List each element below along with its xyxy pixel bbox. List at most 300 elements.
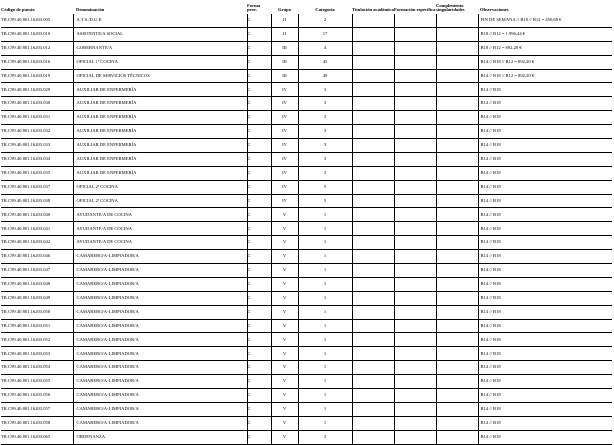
cell-categoria: 3 — [298, 139, 352, 153]
cell-formacion — [394, 166, 436, 180]
cell-forma-prov: C — [247, 361, 271, 375]
cell-titulacion — [352, 180, 394, 194]
cell-formacion — [394, 125, 436, 139]
cell-formacion — [394, 111, 436, 125]
cell-codigo: TR.C99.40.801.16203.055 — [1, 375, 73, 389]
cell-observaciones: B14 // B18 // B12 = 892,20 € — [478, 55, 612, 69]
cell-grupo: V — [271, 347, 298, 361]
cell-forma-prov: C — [247, 375, 271, 389]
cell-categoria: 2 — [298, 14, 352, 27]
cell-denominacion: OFICIAL 1ª COCINA — [73, 55, 247, 69]
cell-forma-prov: C — [247, 416, 271, 430]
cell-observaciones: B14 // B18 — [478, 236, 612, 250]
cell-forma-prov: C — [247, 222, 271, 236]
cell-formacion — [394, 319, 436, 333]
cell-denominacion: CAMARERO/A-LIMPIADOR/A — [73, 264, 247, 278]
cell-complemento — [436, 166, 478, 180]
cell-denominacion: OFICIAL 2ª COCINA — [73, 180, 247, 194]
cell-titulacion — [352, 305, 394, 319]
cell-observaciones: B14 // B18 — [478, 208, 612, 222]
cell-denominacion: CAMARERO/A-LIMPIADOR/A — [73, 375, 247, 389]
table-row — [1, 14, 612, 27]
cell-categoria: 1 — [298, 402, 352, 416]
table-row — [1, 236, 612, 250]
cell-titulacion — [352, 389, 394, 403]
cell-formacion — [394, 250, 436, 264]
cell-codigo: TR.C99.40.801.16203.031 — [1, 111, 73, 125]
cell-complemento — [436, 389, 478, 403]
cell-forma-prov: C — [247, 125, 271, 139]
cell-observaciones: B14 // B18 — [478, 291, 612, 305]
table-row — [1, 389, 612, 403]
positions-table — [1, 0, 612, 445]
cell-titulacion — [352, 55, 394, 69]
cell-denominacion: AUXILIAR DE ENFERMERÍA — [73, 166, 247, 180]
cell-titulacion — [352, 375, 394, 389]
cell-formacion — [394, 277, 436, 291]
cell-observaciones: B18 // B12 = 1.996,44 € — [478, 27, 612, 41]
table-row — [1, 402, 612, 416]
cell-titulacion — [352, 139, 394, 153]
cell-codigo: TR.C99.40.801.16203.057 — [1, 402, 73, 416]
cell-codigo: TR.C99.40.801.16203.010 — [1, 27, 73, 41]
cell-observaciones: B14 // B18 // B12 = 892,20 € — [478, 69, 612, 83]
cell-codigo: TR.C99.40.801.16203.049 — [1, 291, 73, 305]
cell-titulacion — [352, 291, 394, 305]
cell-codigo: TR.C99.40.801.16203.058 — [1, 416, 73, 430]
cell-observaciones: B14 // B18 — [478, 402, 612, 416]
cell-titulacion — [352, 264, 394, 278]
header-formacion: Formación específica — [394, 7, 436, 13]
cell-categoria: 1 — [298, 277, 352, 291]
cell-observaciones: B14 // B18 — [478, 83, 612, 97]
cell-codigo: TR.C99.40.801.16203.016 — [1, 55, 73, 69]
cell-forma-prov: C — [247, 333, 271, 347]
cell-observaciones: B14 // B18 — [478, 194, 612, 208]
cell-denominacion: CAMARERO/A-LIMPIADOR/A — [73, 347, 247, 361]
table-row — [1, 69, 612, 83]
cell-codigo: TR.C99.40.801.16203.037 — [1, 180, 73, 194]
table-row — [1, 347, 612, 361]
cell-grupo: V — [271, 319, 298, 333]
cell-grupo: V — [271, 208, 298, 222]
cell-grupo: V — [271, 389, 298, 403]
cell-titulacion — [352, 27, 394, 41]
table-row — [1, 55, 612, 69]
cell-denominacion: AYUDANTE/A DE COCINA — [73, 236, 247, 250]
cell-formacion — [394, 208, 436, 222]
cell-observaciones: B14 // B18 — [478, 430, 612, 444]
cell-formacion — [394, 430, 436, 444]
cell-forma-prov: C — [247, 264, 271, 278]
cell-titulacion — [352, 250, 394, 264]
cell-titulacion — [352, 111, 394, 125]
cell-complemento — [436, 416, 478, 430]
cell-observaciones: B14 // B18 — [478, 347, 612, 361]
cell-categoria: 17 — [298, 27, 352, 41]
cell-categoria: 1 — [298, 375, 352, 389]
cell-forma-prov: C — [247, 389, 271, 403]
cell-observaciones: B14 // B18 — [478, 111, 612, 125]
table-row — [1, 250, 612, 264]
cell-grupo: V — [271, 402, 298, 416]
header-codigo: Código de puesto — [1, 7, 35, 13]
cell-complemento — [436, 361, 478, 375]
cell-titulacion — [352, 319, 394, 333]
cell-formacion — [394, 291, 436, 305]
cell-complemento — [436, 236, 478, 250]
cell-complemento — [436, 333, 478, 347]
cell-categoria: 3 — [298, 97, 352, 111]
cell-grupo: V — [271, 236, 298, 250]
cell-categoria: 5 — [298, 194, 352, 208]
cell-forma-prov: C — [247, 83, 271, 97]
cell-denominacion: AYUDANTE/A DE COCINA — [73, 222, 247, 236]
cell-formacion — [394, 389, 436, 403]
cell-codigo: TR.C99.40.801.16203.042 — [1, 236, 73, 250]
cell-codigo: TR.C99.40.801.16203.012 — [1, 41, 73, 55]
table-row — [1, 375, 612, 389]
cell-formacion — [394, 97, 436, 111]
cell-complemento — [436, 222, 478, 236]
cell-denominacion: ASISTENTE/A SOCIAL — [73, 27, 247, 41]
cell-forma-prov: C — [247, 27, 271, 41]
cell-denominacion: CAMARERO/A-LIMPIADOR/A — [73, 319, 247, 333]
table-row — [1, 333, 612, 347]
table-row — [1, 277, 612, 291]
cell-complemento — [436, 69, 478, 83]
cell-grupo: IV — [271, 180, 298, 194]
cell-denominacion: AYUDANTE/A DE COCINA — [73, 208, 247, 222]
cell-forma-prov: C — [247, 55, 271, 69]
cell-formacion — [394, 180, 436, 194]
cell-formacion — [394, 55, 436, 69]
cell-forma-prov: C — [247, 152, 271, 166]
cell-codigo: TR.C99.40.801.16203.041 — [1, 222, 73, 236]
cell-codigo: TR.C99.40.801.16203.038 — [1, 194, 73, 208]
cell-forma-prov: C — [247, 194, 271, 208]
cell-observaciones: FIN DE SEMANA // B18 // B12 = 450,68 € — [478, 14, 612, 27]
cell-forma-prov: C — [247, 208, 271, 222]
table-row — [1, 27, 612, 41]
cell-grupo: III — [271, 55, 298, 69]
cell-titulacion — [352, 347, 394, 361]
cell-denominacion: AUXILIAR DE ENFERMERÍA — [73, 152, 247, 166]
table-row — [1, 361, 612, 375]
cell-denominacion: CAMARERO/A-LIMPIADOR/A — [73, 402, 247, 416]
cell-complemento — [436, 305, 478, 319]
cell-grupo: II — [271, 14, 298, 27]
cell-grupo: V — [271, 416, 298, 430]
cell-titulacion — [352, 361, 394, 375]
cell-grupo: V — [271, 222, 298, 236]
cell-grupo: V — [271, 250, 298, 264]
cell-codigo: TR.C99.40.801.16203.053 — [1, 347, 73, 361]
cell-categoria: 1 — [298, 208, 352, 222]
cell-codigo: TR.C99.40.801.16203.051 — [1, 319, 73, 333]
cell-titulacion — [352, 236, 394, 250]
table-row — [1, 41, 612, 55]
cell-forma-prov: C — [247, 139, 271, 153]
cell-categoria: 1 — [298, 389, 352, 403]
cell-complemento — [436, 14, 478, 27]
cell-complemento — [436, 41, 478, 55]
header-denominacion: Denominación — [76, 7, 105, 13]
cell-formacion — [394, 41, 436, 55]
cell-codigo: TR.C99.40.801.16203.056 — [1, 389, 73, 403]
cell-complemento — [436, 250, 478, 264]
cell-codigo: TR.C99.40.801.16203.046 — [1, 250, 73, 264]
table-row — [1, 319, 612, 333]
cell-complemento — [436, 277, 478, 291]
cell-grupo: V — [271, 305, 298, 319]
cell-grupo: III — [271, 41, 298, 55]
cell-observaciones: B14 // B18 — [478, 166, 612, 180]
cell-categoria: 1 — [298, 291, 352, 305]
cell-observaciones: B14 // B18 — [478, 264, 612, 278]
header-forma-prov: Forma prov. — [247, 2, 261, 13]
cell-codigo: TR.C99.40.801.16203.035 — [1, 166, 73, 180]
cell-denominacion: AUXILIAR DE ENFERMERÍA — [73, 125, 247, 139]
cell-formacion — [394, 264, 436, 278]
cell-observaciones: B14 // B18 — [478, 250, 612, 264]
cell-formacion — [394, 27, 436, 41]
cell-grupo: V — [271, 264, 298, 278]
cell-grupo: V — [271, 277, 298, 291]
cell-observaciones: B14 // B18 — [478, 222, 612, 236]
cell-forma-prov: C — [247, 180, 271, 194]
cell-titulacion — [352, 97, 394, 111]
cell-titulacion — [352, 166, 394, 180]
cell-observaciones: B14 // B18 — [478, 361, 612, 375]
cell-denominacion: CAMARERO/A-LIMPIADOR/A — [73, 416, 247, 430]
header-titulacion: Titulación académica — [352, 7, 394, 13]
cell-observaciones: B14 // B18 — [478, 152, 612, 166]
cell-observaciones: B18 // B12 = 892,20 € — [478, 41, 612, 55]
cell-categoria: 1 — [298, 416, 352, 430]
cell-denominacion: OFICIAL DE SERVICIOS TÉCNICOS — [73, 69, 247, 83]
table-header-row — [1, 0, 612, 14]
cell-grupo: IV — [271, 166, 298, 180]
cell-complemento — [436, 83, 478, 97]
cell-titulacion — [352, 83, 394, 97]
cell-categoria: 4 — [298, 41, 352, 55]
cell-grupo: IV — [271, 83, 298, 97]
cell-forma-prov: C — [247, 402, 271, 416]
cell-denominacion: ORDENANZA — [73, 430, 247, 444]
table-row — [1, 194, 612, 208]
table-row — [1, 222, 612, 236]
cell-forma-prov: C — [247, 250, 271, 264]
cell-complemento — [436, 152, 478, 166]
cell-observaciones: B14 // B18 — [478, 277, 612, 291]
cell-complemento — [436, 375, 478, 389]
cell-codigo: TR.C99.40.801.16203.050 — [1, 305, 73, 319]
cell-categoria: 5 — [298, 180, 352, 194]
cell-titulacion — [352, 430, 394, 444]
cell-complemento — [436, 402, 478, 416]
cell-grupo: V — [271, 333, 298, 347]
cell-complemento — [436, 180, 478, 194]
cell-categoria: 1 — [298, 305, 352, 319]
cell-forma-prov: C — [247, 166, 271, 180]
cell-formacion — [394, 139, 436, 153]
cell-complemento — [436, 55, 478, 69]
cell-grupo: V — [271, 291, 298, 305]
cell-titulacion — [352, 194, 394, 208]
cell-complemento — [436, 97, 478, 111]
cell-categoria: 1 — [298, 222, 352, 236]
table-row — [1, 166, 612, 180]
cell-grupo: IV — [271, 139, 298, 153]
cell-codigo: TR.C99.40.801.16203.040 — [1, 208, 73, 222]
cell-denominacion: AUXILIAR DE ENFERMERÍA — [73, 111, 247, 125]
table-row — [1, 305, 612, 319]
cell-formacion — [394, 361, 436, 375]
cell-complemento — [436, 291, 478, 305]
cell-categoria: 49 — [298, 69, 352, 83]
cell-titulacion — [352, 277, 394, 291]
cell-categoria: 3 — [298, 83, 352, 97]
cell-grupo: V — [271, 361, 298, 375]
cell-complemento — [436, 194, 478, 208]
cell-denominacion: AUXILIAR DE ENFERMERÍA — [73, 139, 247, 153]
cell-categoria: 1 — [298, 361, 352, 375]
cell-denominacion: CAMARERO/A-LIMPIADOR/A — [73, 305, 247, 319]
cell-categoria: 3 — [298, 152, 352, 166]
cell-formacion — [394, 305, 436, 319]
cell-complemento — [436, 139, 478, 153]
cell-titulacion — [352, 14, 394, 27]
cell-codigo: TR.C99.40.801.16203.005 — [1, 14, 73, 27]
cell-titulacion — [352, 208, 394, 222]
cell-forma-prov: C — [247, 41, 271, 55]
cell-denominacion: CAMARERO/A-LIMPIADOR/A — [73, 361, 247, 375]
cell-formacion — [394, 347, 436, 361]
header-observaciones: Observaciones — [480, 7, 509, 13]
cell-forma-prov: C — [247, 111, 271, 125]
cell-codigo: TR.C99.40.801.16203.052 — [1, 333, 73, 347]
cell-codigo: TR.C99.40.801.16203.054 — [1, 361, 73, 375]
cell-formacion — [394, 83, 436, 97]
cell-forma-prov: C — [247, 97, 271, 111]
cell-observaciones: B14 // B18 — [478, 375, 612, 389]
header-grupo: Grupo — [277, 7, 292, 13]
cell-denominacion: CAMARERO/A-LIMPIADOR/A — [73, 291, 247, 305]
cell-observaciones: B14 // B18 — [478, 125, 612, 139]
table-row — [1, 139, 612, 153]
cell-formacion — [394, 416, 436, 430]
table-row — [1, 152, 612, 166]
cell-forma-prov: C — [247, 291, 271, 305]
cell-denominacion: CAMARERO/A-LIMPIADOR/A — [73, 277, 247, 291]
cell-observaciones: B14 // B18 — [478, 139, 612, 153]
cell-titulacion — [352, 402, 394, 416]
cell-observaciones: B14 // B18 — [478, 305, 612, 319]
cell-forma-prov: C — [247, 14, 271, 27]
cell-codigo: TR.C99.40.801.16203.029 — [1, 83, 73, 97]
table-body — [1, 14, 612, 444]
cell-denominacion: CAMARERO/A-LIMPIADOR/A — [73, 389, 247, 403]
cell-denominacion: AUXILIAR DE ENFERMERÍA — [73, 97, 247, 111]
cell-formacion — [394, 152, 436, 166]
cell-complemento — [436, 319, 478, 333]
cell-codigo: TR.C99.40.801.16203.047 — [1, 264, 73, 278]
cell-complemento — [436, 208, 478, 222]
cell-titulacion — [352, 41, 394, 55]
cell-categoria: 1 — [298, 236, 352, 250]
cell-codigo: TR.C99.40.801.16203.030 — [1, 97, 73, 111]
cell-formacion — [394, 402, 436, 416]
cell-categoria: 1 — [298, 264, 352, 278]
cell-denominacion: CAMARERO/A-LIMPIADOR/A — [73, 250, 247, 264]
cell-denominacion: AUXILIAR DE ENFERMERÍA — [73, 83, 247, 97]
cell-forma-prov: C — [247, 236, 271, 250]
cell-grupo: IV — [271, 125, 298, 139]
cell-formacion — [394, 222, 436, 236]
cell-titulacion — [352, 125, 394, 139]
cell-titulacion — [352, 152, 394, 166]
cell-formacion — [394, 375, 436, 389]
cell-forma-prov: C — [247, 319, 271, 333]
table-row — [1, 264, 612, 278]
cell-grupo: IV — [271, 111, 298, 125]
cell-grupo: IV — [271, 194, 298, 208]
cell-categoria: 1 — [298, 250, 352, 264]
cell-grupo: III — [271, 69, 298, 83]
cell-grupo: V — [271, 375, 298, 389]
cell-titulacion — [352, 333, 394, 347]
cell-categoria: 3 — [298, 430, 352, 444]
cell-complemento — [436, 430, 478, 444]
cell-observaciones: B14 // B18 — [478, 333, 612, 347]
table-row — [1, 291, 612, 305]
cell-observaciones: B14 // B18 — [478, 389, 612, 403]
cell-denominacion: CAMARERO/A-LIMPIADOR/A — [73, 333, 247, 347]
cell-complemento — [436, 264, 478, 278]
cell-categoria: 1 — [298, 347, 352, 361]
cell-grupo: IV — [271, 97, 298, 111]
cell-grupo: IV — [271, 152, 298, 166]
cell-formacion — [394, 236, 436, 250]
cell-formacion — [394, 333, 436, 347]
cell-complemento — [436, 27, 478, 41]
table-row — [1, 125, 612, 139]
cell-denominacion: OFICIAL 2ª COCINA — [73, 194, 247, 208]
cell-categoria: 3 — [298, 111, 352, 125]
cell-observaciones: B14 // B18 — [478, 97, 612, 111]
cell-observaciones: B14 // B18 — [478, 180, 612, 194]
cell-forma-prov: C — [247, 305, 271, 319]
table-row — [1, 180, 612, 194]
cell-categoria: 45 — [298, 55, 352, 69]
cell-forma-prov: C — [247, 430, 271, 444]
cell-formacion — [394, 69, 436, 83]
cell-categoria: 1 — [298, 319, 352, 333]
cell-complemento — [436, 125, 478, 139]
table-row — [1, 83, 612, 97]
cell-codigo: TR.C99.40.801.16203.065 — [1, 430, 73, 444]
table-row — [1, 97, 612, 111]
header-categoria: Categoría — [315, 7, 335, 13]
cell-denominacion: GOBERNANTE/A — [73, 41, 247, 55]
cell-categoria: 3 — [298, 166, 352, 180]
cell-categoria: 3 — [298, 125, 352, 139]
cell-forma-prov: C — [247, 69, 271, 83]
cell-observaciones: B14 // B18 — [478, 319, 612, 333]
cell-grupo: V — [271, 430, 298, 444]
cell-observaciones: B14 // B18 — [478, 416, 612, 430]
